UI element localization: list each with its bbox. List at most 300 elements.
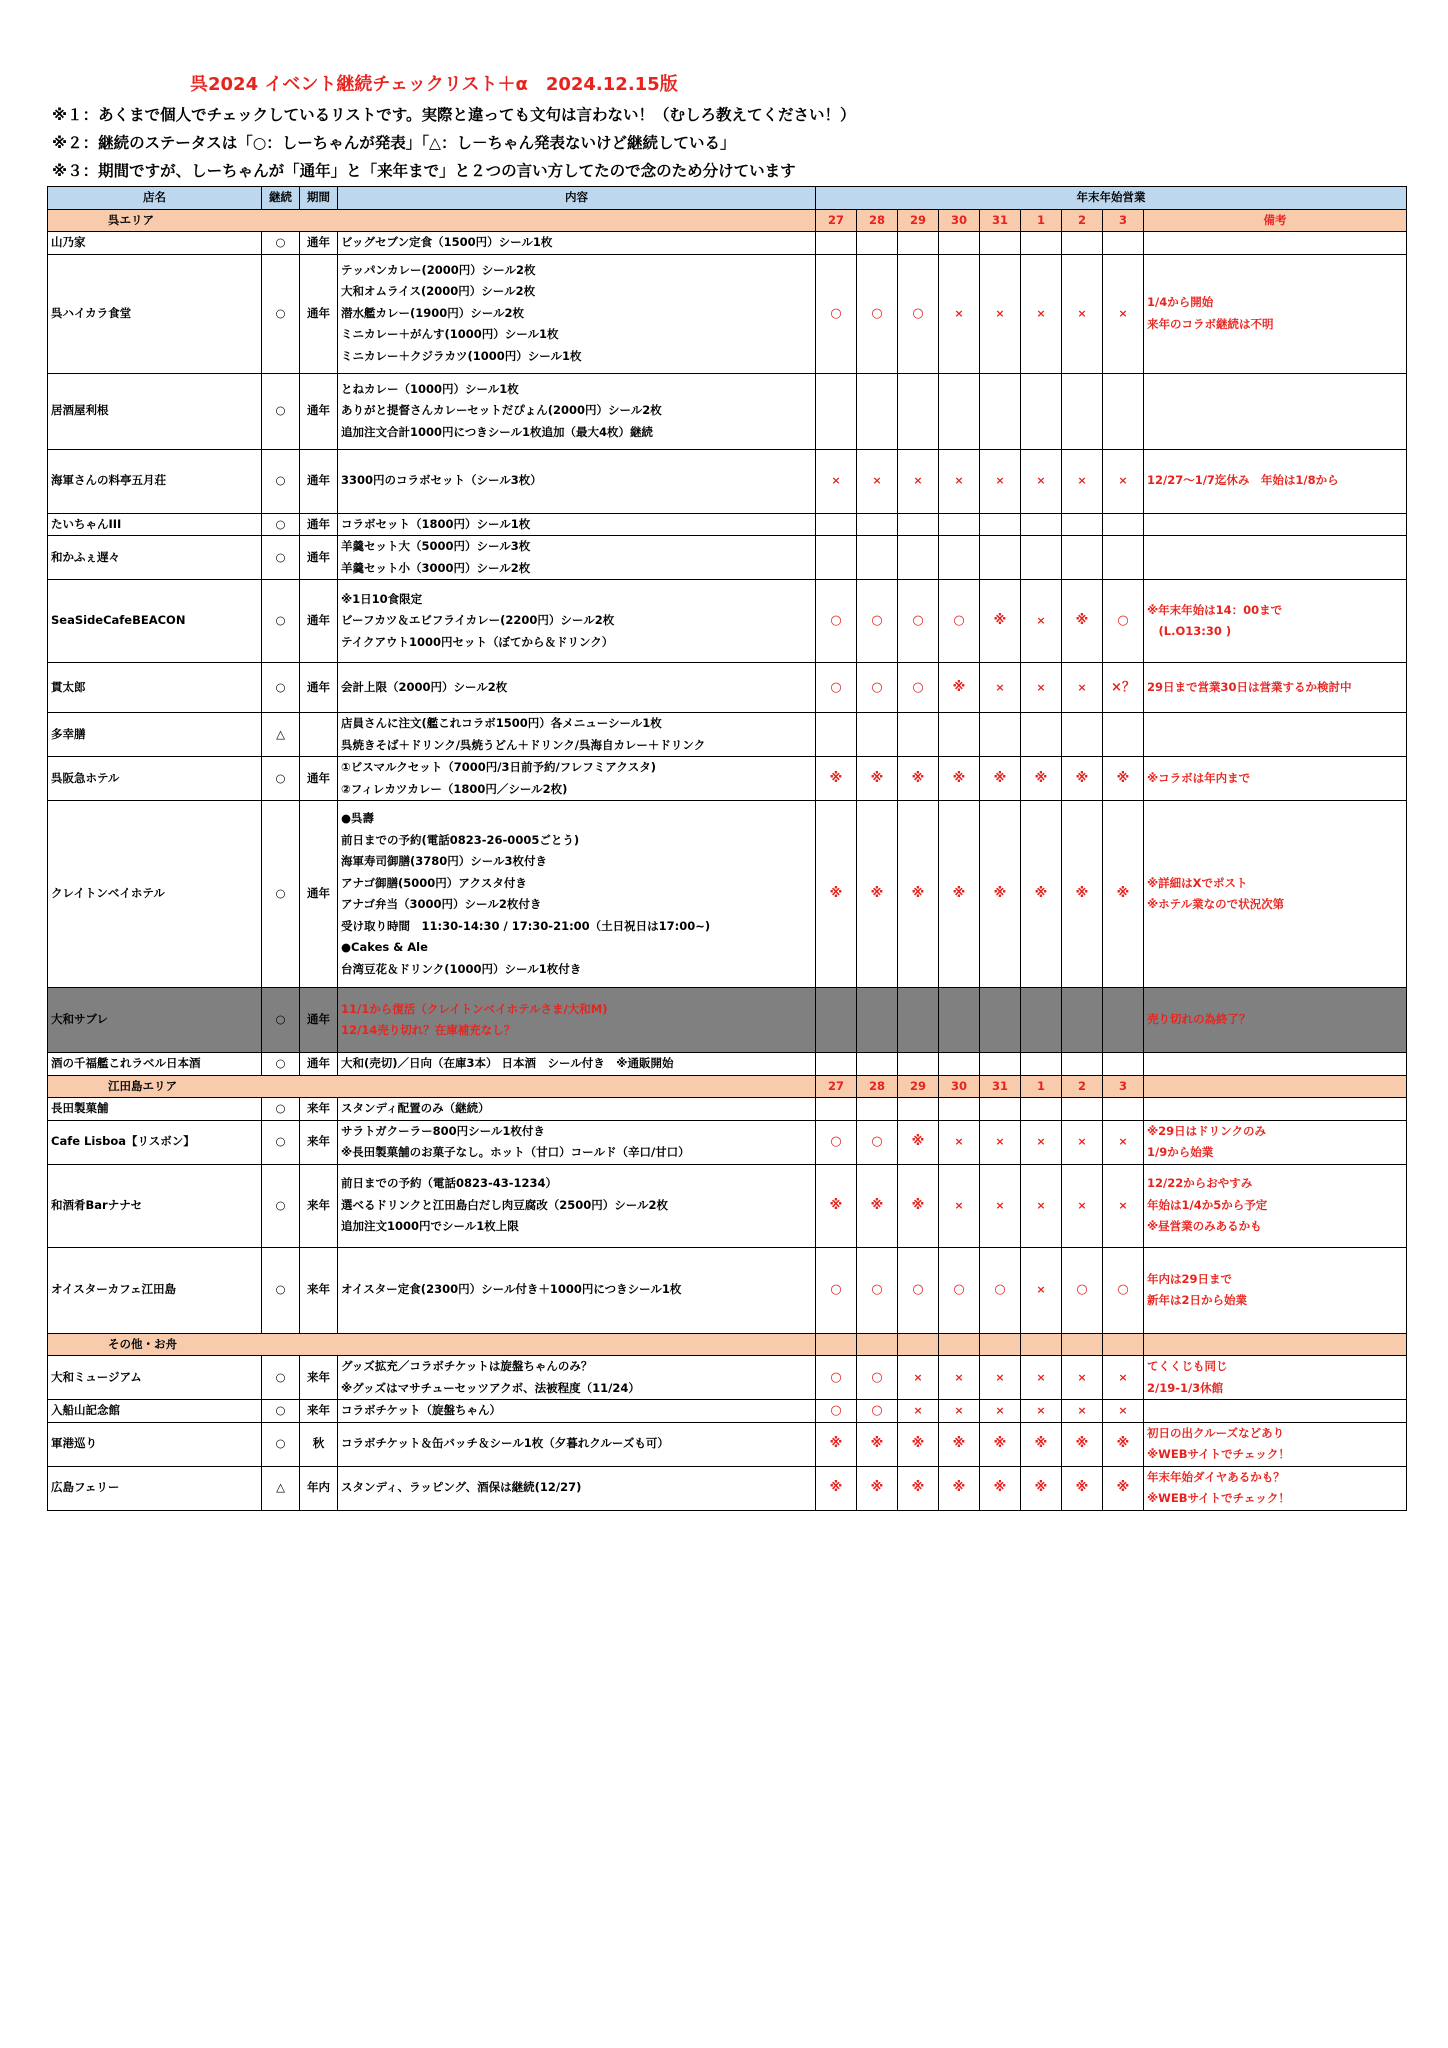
status-mark: ○	[898, 580, 939, 663]
status-mark: ※	[1062, 580, 1103, 663]
content-line: 羊羹セット大（5000円）シール3枚	[341, 539, 531, 553]
status-mark: ×	[1062, 1400, 1103, 1423]
status-mark: ○	[857, 580, 898, 663]
cont-status: ○	[262, 1356, 300, 1400]
cont-status: ○	[262, 449, 300, 513]
status-mark: ※	[1062, 1466, 1103, 1510]
status-mark: ※	[980, 757, 1021, 801]
status-mark: ※	[857, 801, 898, 988]
date-3: 3	[1103, 1075, 1144, 1098]
status-mark	[816, 513, 857, 536]
header-newyear: 年末年始営業	[816, 187, 1407, 210]
status-mark	[980, 232, 1021, 255]
cont-status: ○	[262, 536, 300, 580]
cont-status: ○	[262, 1098, 300, 1121]
period: 来年	[300, 1098, 338, 1121]
status-mark	[939, 1098, 980, 1121]
status-mark: ×	[1103, 1164, 1144, 1247]
date-1	[1021, 1333, 1062, 1356]
status-mark	[939, 232, 980, 255]
content-line: 潜水艦カレー(1900円）シール2枚	[341, 305, 525, 320]
status-mark: ※	[898, 1466, 939, 1510]
status-mark: ※	[857, 1466, 898, 1510]
status-mark	[816, 1098, 857, 1121]
status-mark	[1103, 232, 1144, 255]
status-mark	[898, 232, 939, 255]
status-mark: ×	[1021, 580, 1062, 663]
remarks-line: 来年のコラボ継続は不明	[1147, 316, 1274, 331]
content-line: 12/14売り切れ？在庫補充なし？	[341, 1023, 516, 1037]
status-mark: ×	[1103, 254, 1144, 373]
area-name: 江田島エリア	[48, 1075, 816, 1098]
remarks-cell	[1144, 513, 1407, 536]
remarks-line: 初日の出クルーズなどあり	[1147, 1425, 1285, 1440]
status-mark: ×	[1021, 1164, 1062, 1247]
status-mark: ※	[1062, 801, 1103, 988]
status-mark: ×	[939, 1356, 980, 1400]
shop-name: 大和サブレ	[48, 988, 262, 1053]
date-31	[980, 1333, 1021, 1356]
cont-status: △	[262, 1466, 300, 1510]
period: 通年	[300, 449, 338, 513]
content-line: ミニカレー＋がんす(1000円）シール1枚	[341, 327, 559, 342]
status-mark: ×	[1021, 1356, 1062, 1400]
status-mark: ※	[939, 801, 980, 988]
table-row	[48, 713, 1407, 757]
status-mark	[980, 1098, 1021, 1121]
content-line: コラボチケット（旋盤ちゃん）	[341, 1403, 501, 1417]
content-line: スタンディ、ラッピング、酒保は継続(12/27)	[341, 1480, 582, 1495]
table-row	[48, 1400, 1407, 1423]
content-line: ※1日10食限定	[341, 591, 423, 606]
remarks-cell	[1144, 449, 1407, 513]
period: 秋	[300, 1422, 338, 1466]
status-mark	[939, 373, 980, 449]
area-name: 呉エリア	[48, 209, 816, 232]
cont-status: ○	[262, 663, 300, 713]
status-mark	[1021, 988, 1062, 1053]
content-cell	[338, 1098, 816, 1121]
status-mark: ※	[898, 757, 939, 801]
table-row	[48, 801, 1407, 988]
status-mark	[898, 536, 939, 580]
status-mark: ×	[939, 1400, 980, 1423]
status-mark: ○	[898, 1247, 939, 1333]
table-row	[48, 1356, 1407, 1400]
status-mark: ×	[980, 254, 1021, 373]
content-line: 台湾豆花＆ドリンク(1000円）シール1枚付き	[341, 961, 582, 976]
status-mark: ※	[980, 1466, 1021, 1510]
status-mark: ○	[857, 1120, 898, 1164]
status-mark: ※	[1062, 1422, 1103, 1466]
header-cont: 継続	[262, 187, 300, 210]
status-mark: ※	[939, 757, 980, 801]
header-row	[48, 187, 1407, 210]
status-mark: ×	[1021, 1400, 1062, 1423]
status-mark	[1062, 713, 1103, 757]
remarks-line: 12/22からおやすみ	[1147, 1176, 1253, 1191]
status-mark: ※	[816, 801, 857, 988]
status-mark: ×	[1062, 1356, 1103, 1400]
status-mark	[1103, 1053, 1144, 1076]
remarks-line: ※WEBサイトでチェック！	[1147, 1447, 1290, 1461]
shop-name: 酒の千福艦これラベル日本酒	[48, 1053, 262, 1076]
header-period: 期間	[300, 187, 338, 210]
period: 来年	[300, 1400, 338, 1423]
status-mark	[939, 536, 980, 580]
table-row	[48, 1053, 1407, 1076]
date-2: 2	[1062, 209, 1103, 232]
note-1: ※１：あくまで個人でチェックしているリストです。実際と違っても文句は言わない！（むしろ教えてください！）	[52, 106, 856, 124]
status-mark	[857, 513, 898, 536]
content-line: 大和オムライス(2000円）シール2枚	[341, 284, 536, 299]
header-content: 内容	[338, 187, 816, 210]
content-cell	[338, 1053, 816, 1076]
content-cell	[338, 1120, 816, 1164]
status-mark: ○	[816, 1120, 857, 1164]
status-mark	[1103, 513, 1144, 536]
cont-status: ○	[262, 801, 300, 988]
cont-status: ○	[262, 513, 300, 536]
shop-name: 貫太郎	[48, 663, 262, 713]
content-line: ●呉壽	[341, 811, 375, 825]
status-mark: ×	[980, 1400, 1021, 1423]
content-cell	[338, 1356, 816, 1400]
remarks-line: ※昼営業のみあるかも	[1147, 1219, 1262, 1234]
status-mark	[1021, 513, 1062, 536]
content-line: アナゴ御膳(5000円）アクスタ付き	[341, 875, 527, 890]
status-mark	[1103, 373, 1144, 449]
status-mark: ○	[857, 663, 898, 713]
remarks-line: 2/19-1/3休館	[1147, 1380, 1224, 1395]
remarks-cell	[1144, 713, 1407, 757]
content-line: 3300円のコラボセット（シール3枚）	[341, 473, 542, 488]
period: 通年	[300, 373, 338, 449]
status-mark	[1021, 1098, 1062, 1121]
remarks-cell	[1144, 1053, 1407, 1076]
shop-name: SeaSideCafeBEACON	[48, 580, 262, 663]
status-mark: ○	[898, 663, 939, 713]
content-line: グッズ拡充／コラボチケットは旋盤ちゃんのみ？	[341, 1359, 593, 1373]
status-mark: ○	[857, 254, 898, 373]
table-row	[48, 988, 1407, 1053]
status-mark: ※	[1103, 1422, 1144, 1466]
remarks-cell	[1144, 1400, 1407, 1423]
status-mark	[1021, 713, 1062, 757]
cont-status: ○	[262, 580, 300, 663]
cont-status: △	[262, 713, 300, 757]
status-mark: ×	[1103, 1120, 1144, 1164]
area-row	[48, 1333, 1407, 1356]
shop-name: たいちゃんIII	[48, 513, 262, 536]
status-mark: ※	[980, 801, 1021, 988]
area-remarks: 備考	[1144, 209, 1407, 232]
status-mark: ※	[898, 801, 939, 988]
status-mark: ×	[898, 449, 939, 513]
status-mark: ○	[816, 663, 857, 713]
table-row	[48, 1422, 1407, 1466]
status-mark: ○	[857, 1400, 898, 1423]
content-line: 追加注文1000円でシール1枚上限	[341, 1219, 519, 1234]
shop-name: 広島フェリー	[48, 1466, 262, 1510]
remarks-cell	[1144, 663, 1407, 713]
status-mark: ×	[1021, 449, 1062, 513]
status-mark: ×	[1021, 1247, 1062, 1333]
shop-name: 呉阪急ホテル	[48, 757, 262, 801]
content-cell	[338, 1400, 816, 1423]
content-line: 11/1から復活（クレイトンベイホテルさま/大和M)	[341, 1001, 608, 1016]
cont-status: ○	[262, 988, 300, 1053]
status-mark: ×	[1021, 254, 1062, 373]
status-mark: ○	[857, 1356, 898, 1400]
period: 通年	[300, 254, 338, 373]
content-line: 羊羹セット小（3000円）シール2枚	[341, 560, 531, 575]
content-cell	[338, 801, 816, 988]
content-line: ●Cakes & Ale	[341, 940, 428, 954]
status-mark	[857, 536, 898, 580]
content-line: ※グッズはマサチューセッツアクボ、法被程度（11/24）	[341, 1380, 640, 1395]
content-line: 前日までの予約（電話0823-43-1234）	[341, 1176, 558, 1191]
period: 年内	[300, 1466, 338, 1510]
area-remarks	[1144, 1333, 1407, 1356]
status-mark	[1062, 513, 1103, 536]
header-shop: 店名	[48, 187, 262, 210]
shop-name: 多幸膳	[48, 713, 262, 757]
remarks-line: (L.O13:30 )	[1147, 624, 1232, 638]
period	[300, 713, 338, 757]
date-28: 28	[857, 209, 898, 232]
content-cell	[338, 1164, 816, 1247]
status-mark	[857, 373, 898, 449]
content-cell	[338, 663, 816, 713]
status-mark: ○	[816, 1356, 857, 1400]
period: 通年	[300, 988, 338, 1053]
remarks-line: ※年末年始は14：00まで	[1147, 602, 1283, 617]
content-cell	[338, 373, 816, 449]
status-mark	[1021, 1053, 1062, 1076]
date-30: 30	[939, 1075, 980, 1098]
status-mark: ※	[898, 1422, 939, 1466]
shop-name: 入船山記念館	[48, 1400, 262, 1423]
status-mark: ×	[816, 449, 857, 513]
date-3	[1103, 1333, 1144, 1356]
date-2: 2	[1062, 1075, 1103, 1098]
status-mark: ○	[1103, 1247, 1144, 1333]
content-line: 選べるドリンクと江田島白だし肉豆腐改（2500円）シール2枚	[341, 1197, 669, 1212]
status-mark: ○	[898, 254, 939, 373]
status-mark: ×	[1103, 449, 1144, 513]
date-27	[816, 1333, 857, 1356]
note-3: ※３：期間ですが、しーちゃんが「通年」と「来年まで」と２つの言い方してたので念のため分けています	[52, 162, 796, 180]
status-mark: ※	[939, 1422, 980, 1466]
table-row	[48, 580, 1407, 663]
status-mark	[980, 713, 1021, 757]
content-line: ※長田製菓舗のお菓子なし。ホット（甘口）コールド（辛口/甘口）	[341, 1145, 690, 1159]
date-29: 29	[898, 209, 939, 232]
period: 通年	[300, 801, 338, 988]
content-line: サラトガクーラー800円シール1枚付き	[341, 1123, 545, 1138]
status-mark	[980, 1053, 1021, 1076]
period: 来年	[300, 1164, 338, 1247]
status-mark	[1103, 713, 1144, 757]
content-cell	[338, 1247, 816, 1333]
date-28	[857, 1333, 898, 1356]
date-1: 1	[1021, 1075, 1062, 1098]
content-line: コラボセット（1800円）シール1枚	[341, 516, 531, 531]
date-27: 27	[816, 1075, 857, 1098]
remarks-line: 1/4から開始	[1147, 295, 1214, 309]
status-mark	[939, 513, 980, 536]
date-3: 3	[1103, 209, 1144, 232]
table-row	[48, 232, 1407, 255]
table-row	[48, 1164, 1407, 1247]
status-mark	[1062, 988, 1103, 1053]
remarks-cell	[1144, 232, 1407, 255]
content-line: テッパンカレー(2000円）シール2枚	[341, 262, 536, 277]
table-row	[48, 1098, 1407, 1121]
status-mark	[857, 1098, 898, 1121]
date-31: 31	[980, 1075, 1021, 1098]
date-31: 31	[980, 209, 1021, 232]
content-cell	[338, 713, 816, 757]
status-mark: ※	[1021, 1422, 1062, 1466]
remarks-cell	[1144, 757, 1407, 801]
content-line: アナゴ弁当（3000円）シール2枚付き	[341, 897, 542, 911]
table-row	[48, 254, 1407, 373]
status-mark	[816, 373, 857, 449]
content-line: ありがと提督さんカレーセットだぴょん(2000円）シール2枚	[341, 403, 662, 418]
table-row	[48, 663, 1407, 713]
remarks-line: 年内は29日まで	[1147, 1271, 1233, 1286]
shop-name: クレイトンベイホテル	[48, 801, 262, 988]
remarks-cell	[1144, 580, 1407, 663]
date-28: 28	[857, 1075, 898, 1098]
content-cell	[338, 757, 816, 801]
cont-status: ○	[262, 1164, 300, 1247]
period: 通年	[300, 1053, 338, 1076]
cont-status: ○	[262, 1400, 300, 1423]
remarks-cell	[1144, 1164, 1407, 1247]
status-mark	[857, 232, 898, 255]
period: 通年	[300, 580, 338, 663]
cont-status: ○	[262, 1247, 300, 1333]
table-row	[48, 1120, 1407, 1164]
status-mark	[1021, 232, 1062, 255]
status-mark: ※	[898, 1120, 939, 1164]
status-mark	[898, 988, 939, 1053]
date-29: 29	[898, 1075, 939, 1098]
status-mark: ×	[1062, 449, 1103, 513]
status-mark	[1062, 1053, 1103, 1076]
status-mark: ※	[939, 1466, 980, 1510]
status-mark	[1103, 536, 1144, 580]
date-2	[1062, 1333, 1103, 1356]
shop-name: 大和ミュージアム	[48, 1356, 262, 1400]
status-mark: ×	[1062, 1164, 1103, 1247]
shop-name: 和酒肴Barナナセ	[48, 1164, 262, 1247]
content-line: ビーフカツ＆エビフライカレー(2200円）シール2枚	[341, 613, 615, 628]
status-mark: ※	[1103, 801, 1144, 988]
status-mark	[939, 988, 980, 1053]
content-line: 大和(売切)／日向（在庫3本） 日本酒 シール付き ※通販開始	[341, 1056, 674, 1070]
status-mark: ○	[980, 1247, 1021, 1333]
table-row	[48, 1466, 1407, 1510]
content-line: ビッグセブン定食（1500円）シール1枚	[341, 235, 553, 249]
status-mark	[898, 1053, 939, 1076]
cont-status: ○	[262, 1053, 300, 1076]
remarks-cell	[1144, 988, 1407, 1053]
status-mark: ×	[857, 449, 898, 513]
status-mark: ※	[816, 1466, 857, 1510]
area-row	[48, 209, 1407, 232]
table-row	[48, 757, 1407, 801]
status-mark: ×	[939, 449, 980, 513]
status-mark: ○	[816, 1400, 857, 1423]
period: 通年	[300, 536, 338, 580]
remarks-line: 年末年始ダイヤあるかも？	[1147, 1469, 1285, 1484]
status-mark: ○	[1062, 1247, 1103, 1333]
checklist-table	[47, 186, 1407, 1511]
table-row	[48, 536, 1407, 580]
status-mark: ×	[1103, 1356, 1144, 1400]
remarks-line: 1/9から始業	[1147, 1145, 1214, 1159]
date-30	[939, 1333, 980, 1356]
table-row	[48, 373, 1407, 449]
remarks-line: ※WEBサイトでチェック！	[1147, 1491, 1290, 1505]
status-mark: ※	[939, 663, 980, 713]
status-mark	[1103, 988, 1144, 1053]
page-title: 呉2024 イベント継続チェックリスト＋α 2024.12.15版	[190, 74, 678, 95]
content-cell	[338, 254, 816, 373]
content-cell	[338, 536, 816, 580]
content-line: 受け取り時間 11:30-14:30 / 17:30-21:00（土日祝日は17:00~)	[341, 918, 711, 933]
content-cell	[338, 513, 816, 536]
table-row	[48, 449, 1407, 513]
status-mark	[939, 1053, 980, 1076]
status-mark: ※	[816, 1164, 857, 1247]
status-mark: ※	[1021, 801, 1062, 988]
status-mark: ×	[980, 1356, 1021, 1400]
content-line: とねカレー（1000円）シール1枚	[341, 381, 519, 396]
note-2: ※２：継続のステータスは「○：しーちゃんが発表」「△：し－ちゃん発表ないけど継続している」	[52, 134, 736, 152]
status-mark: ×	[980, 663, 1021, 713]
shop-name: オイスターカフェ江田島	[48, 1247, 262, 1333]
content-cell	[338, 232, 816, 255]
shop-name: 軍港巡り	[48, 1422, 262, 1466]
table-row	[48, 513, 1407, 536]
shop-name: 呉ハイカラ食堂	[48, 254, 262, 373]
date-29	[898, 1333, 939, 1356]
cont-status: ○	[262, 757, 300, 801]
status-mark: ※	[1021, 1466, 1062, 1510]
status-mark	[1021, 536, 1062, 580]
remarks-line: てくくじも同じ	[1147, 1359, 1228, 1373]
remarks-line: 新年は2日から始業	[1147, 1293, 1248, 1307]
content-line: コラボチケット＆缶バッチ＆シール1枚（夕暮れクルーズも可）	[341, 1436, 669, 1451]
date-1: 1	[1021, 209, 1062, 232]
period: 来年	[300, 1247, 338, 1333]
period: 通年	[300, 513, 338, 536]
status-mark: ×	[980, 1164, 1021, 1247]
cont-status: ○	[262, 1422, 300, 1466]
content-line: 前日までの予約(電話0823-26-0005ごとう)	[341, 832, 580, 847]
status-mark: ※	[898, 1164, 939, 1247]
area-row	[48, 1075, 1407, 1098]
status-mark: ※	[857, 1422, 898, 1466]
cont-status: ○	[262, 1120, 300, 1164]
date-30: 30	[939, 209, 980, 232]
status-mark: ○	[816, 580, 857, 663]
